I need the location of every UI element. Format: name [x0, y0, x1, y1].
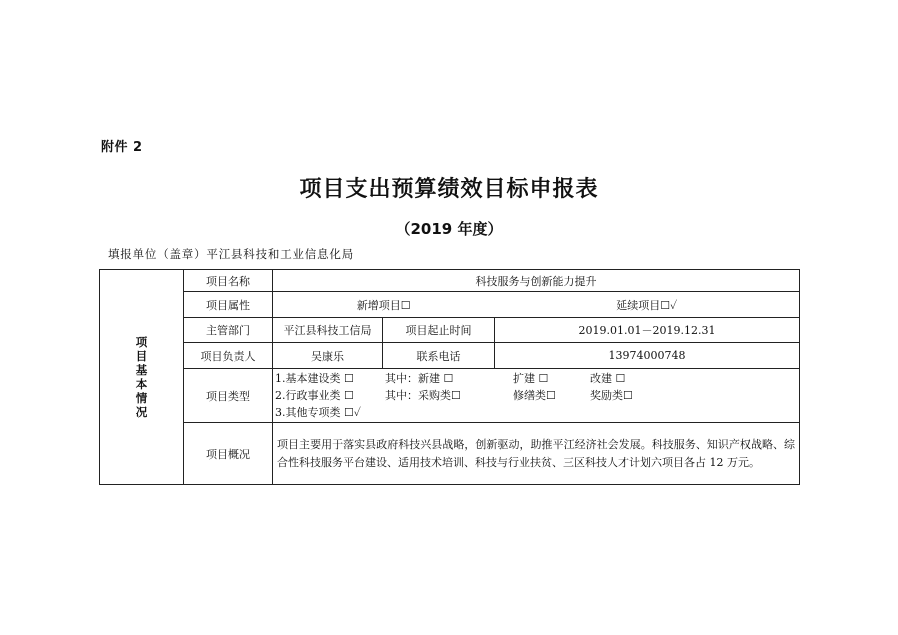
value-project-type: [273, 369, 800, 423]
section-char: 目: [135, 349, 148, 363]
section-basic-info: [100, 270, 184, 485]
type-reward: 奖励类☐: [590, 389, 633, 402]
reporting-unit: 填报单位（盖章）平江县科技和工业信息化局: [108, 247, 354, 261]
type-basic-construction: 1.基本建设类 ☐: [275, 372, 354, 385]
row-project-type: [100, 369, 800, 423]
section-char: 基: [135, 363, 148, 377]
label-department: 主管部门: [184, 318, 273, 343]
type-line-2: [275, 387, 797, 404]
type-line-1: [275, 370, 797, 387]
type-line-3: [275, 404, 797, 421]
type-procurement: 其中：采购类☐: [385, 389, 461, 402]
row-owner: [100, 343, 800, 369]
value-overview: 项目主要用于落实县政府科技兴县战略，创新驱动，助推平江经济社会发展。科技服务、知识产权战略、综合性科技服务平台建设、适用技术培训、科技与行业扶贫、三区科技人才计划六项目各占 12 万元。: [273, 423, 800, 485]
row-overview: [100, 423, 800, 485]
row-project-attribute: [100, 292, 800, 318]
section-char: 项: [135, 335, 148, 349]
type-expansion: 扩建 ☐: [513, 372, 549, 385]
value-owner: 吴康乐: [273, 343, 383, 369]
type-other-special: 3.其他专项类 ☐✓: [275, 406, 361, 419]
value-phone: 13974000748: [495, 343, 800, 369]
row-department: [100, 318, 800, 343]
section-char: 况: [135, 405, 148, 419]
label-project-type: 项目类型: [184, 369, 273, 423]
label-overview: 项目概况: [184, 423, 273, 485]
label-phone: 联系电话: [383, 343, 495, 369]
label-owner: 项目负责人: [184, 343, 273, 369]
section-char: 情: [135, 391, 148, 405]
type-administrative: 2.行政事业类 ☐: [275, 389, 354, 402]
value-department: 平江县科技工信局: [273, 318, 383, 343]
value-project-name: 科技服务与创新能力提升: [273, 270, 800, 292]
type-repair: 修缮类☐: [513, 389, 556, 402]
label-project-name: 项目名称: [184, 270, 273, 292]
label-period: 项目起止时间: [383, 318, 495, 343]
project-info-table: [99, 269, 800, 485]
label-project-attribute: 项目属性: [184, 292, 273, 318]
year-label: （2019 年度）: [395, 220, 503, 238]
attachment-label: 附件 2: [101, 140, 143, 155]
option-new-project: 新增项目☐: [273, 292, 495, 318]
value-period: 2019.01.01－2019.12.31: [495, 318, 800, 343]
type-renovation: 改建 ☐: [590, 372, 626, 385]
type-new-build: 其中：新建 ☐: [385, 372, 454, 385]
page-title: 项目支出预算绩效目标申报表: [299, 177, 599, 202]
row-project-name: [100, 270, 800, 292]
section-char: 本: [135, 377, 148, 391]
option-continued-project: 延续项目☐✓: [495, 292, 800, 318]
